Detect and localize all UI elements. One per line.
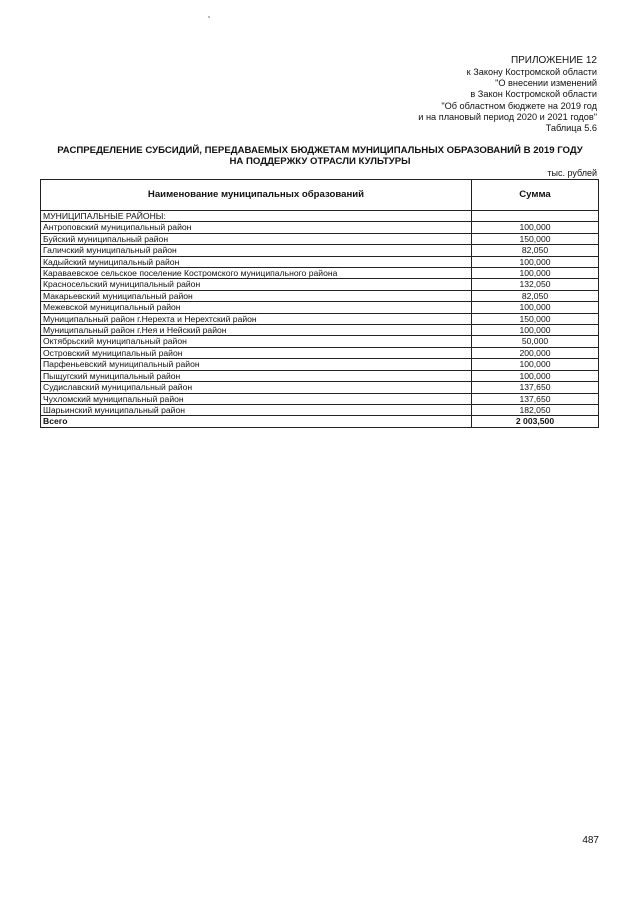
table-row [41, 290, 599, 301]
row-name: Буйский муниципальный район [41, 233, 472, 244]
table-row [41, 325, 599, 336]
row-value: 82,050 [472, 290, 599, 301]
appendix-line: "Об областном бюджете на 2019 год [441, 100, 597, 111]
table-header-row [41, 180, 599, 211]
table-row [41, 302, 599, 313]
appendix-title: ПРИЛОЖЕНИЕ 12 [510, 55, 597, 66]
table-row [41, 336, 599, 347]
row-value: 100,000 [472, 302, 599, 313]
table-row [41, 279, 599, 290]
row-value: 150,000 [472, 233, 599, 244]
row-value: 100,000 [472, 325, 599, 336]
table-row [41, 222, 599, 233]
appendix-line: в Закон Костромской области [470, 89, 597, 100]
row-name: Чухломский муниципальный район [41, 393, 472, 404]
row-value: 132,050 [472, 279, 599, 290]
row-name: Макарьевский муниципальный район [41, 290, 472, 301]
document-title [40, 145, 600, 168]
row-name: Красносельский муниципальный район [41, 279, 472, 290]
row-value: 150,000 [472, 313, 599, 324]
row-value: 50,000 [472, 336, 599, 347]
row-name: Парфеньевский муниципальный район [41, 359, 472, 370]
row-name: Межевской муниципальный район [41, 302, 472, 313]
row-value: 100,000 [472, 359, 599, 370]
row-name: Судиславский муниципальный район [41, 382, 472, 393]
table-row [41, 393, 599, 404]
header-name: Наименование муниципальных образований [41, 180, 472, 211]
page-number: 487 [582, 835, 599, 846]
subsidy-table [40, 179, 599, 428]
row-value: 100,000 [472, 222, 599, 233]
table-row [41, 404, 599, 415]
row-value: 137,650 [472, 393, 599, 404]
row-name: Кадыйский муниципальный район [41, 256, 472, 267]
total-label: Всего [41, 416, 472, 427]
row-name: Островский муниципальный район [41, 347, 472, 358]
row-name: Муниципальный район г.Нерехта и Нерехтский район [41, 313, 472, 324]
appendix-line: "О внесении изменений [495, 78, 597, 89]
row-value: 182,050 [472, 404, 599, 415]
table-row [41, 256, 599, 267]
row-name: Шарьинский муниципальный район [41, 404, 472, 415]
row-value: 82,050 [472, 245, 599, 256]
table-row [41, 233, 599, 244]
total-value: 2 003,500 [472, 416, 599, 427]
table-row [41, 347, 599, 358]
document-title-line2: НА ПОДДЕРЖКУ ОТРАСЛИ КУЛЬТУРЫ [229, 156, 411, 168]
section-empty [472, 211, 599, 222]
row-value: 200,000 [472, 347, 599, 358]
table-row [41, 245, 599, 256]
row-name: Антроповский муниципальный район [41, 222, 472, 233]
appendix-line: и на плановый период 2020 и 2021 годов" [418, 111, 597, 122]
section-row [41, 211, 599, 222]
scan-speck [208, 16, 210, 18]
total-row [41, 416, 599, 427]
row-name: Муниципальный район г.Нея и Нейский район [41, 325, 472, 336]
appendix-header [418, 55, 597, 134]
header-sum: Сумма [472, 180, 599, 211]
table-row [41, 268, 599, 279]
row-name: Караваевское сельское поселение Костромского муниципального района [41, 268, 472, 279]
table-row [41, 382, 599, 393]
section-label: МУНИЦИПАЛЬНЫЕ РАЙОНЫ: [41, 211, 472, 222]
row-value: 100,000 [472, 256, 599, 267]
row-value: 100,000 [472, 268, 599, 279]
table-row [41, 313, 599, 324]
row-name: Пыщугский муниципальный район [41, 370, 472, 381]
table-row [41, 359, 599, 370]
row-value: 100,000 [472, 370, 599, 381]
document-title-line1: РАСПРЕДЕЛЕНИЕ СУБСИДИЙ, ПЕРЕДАВАЕМЫХ БЮДЖЕТАМ МУНИЦИПАЛЬНЫХ ОБРАЗОВАНИЙ В 2019 ГОДУ [57, 145, 583, 156]
table-number: Таблица 5.6 [545, 123, 597, 134]
appendix-line: к Закону Костромской области [466, 67, 597, 77]
row-name: Октябрьский муниципальный район [41, 336, 472, 347]
units-label: тыс. рублей [547, 168, 597, 178]
row-value: 137,650 [472, 382, 599, 393]
table-row [41, 370, 599, 381]
row-name: Галичский муниципальный район [41, 245, 472, 256]
